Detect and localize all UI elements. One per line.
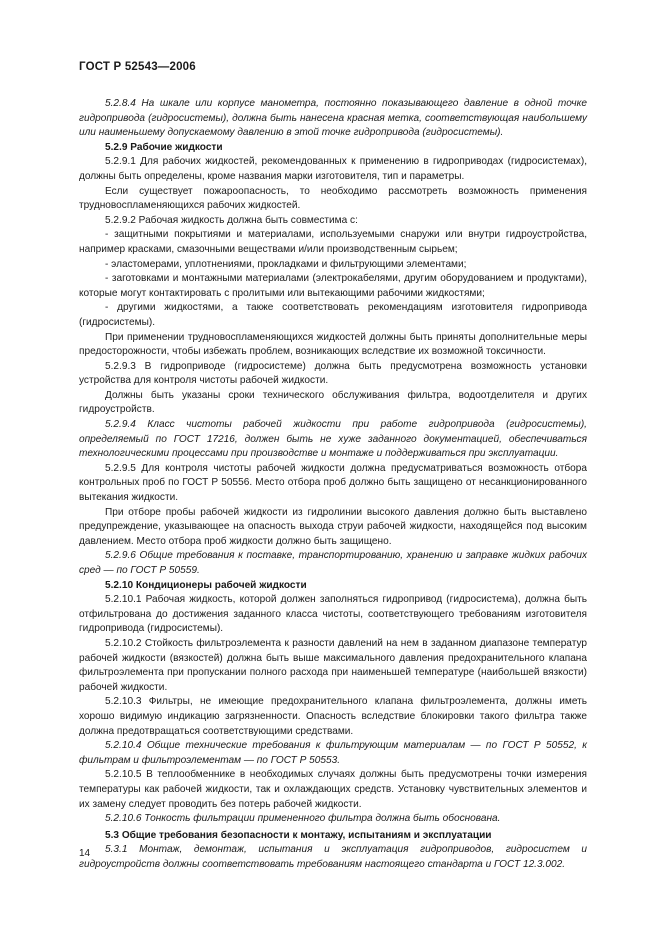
section-heading: 5.3 Общие требования безопасности к монтажу, испытаниям и эксплуатации: [105, 829, 492, 841]
paragraph: 5.2.10.1 Рабочая жидкость, которой должен заполняться гидропривод (гидросистема), должна быть отфильтрована до достижения заданного класса чистоты, соответствующего требованиям изготовителя гидропривода (гидросистемы).: [79, 594, 587, 635]
list-item: - заготовками и монтажными материалами (электрокабелями, другим оборудованием и продуктами), которые могут контактировать с пролитыми или вытекающими рабочими жидкостями;: [79, 273, 587, 299]
list-item: - другими жидкостями, а также соответствовать рекомендациям изготовителя гидропривода (гидросистемы).: [79, 302, 587, 328]
paragraph: Должны быть указаны сроки технического обслуживания фильтра, водоотделителя и других гидроустройств.: [79, 389, 587, 416]
section-heading: 5.2.10 Кондиционеры рабочей жидкости: [105, 579, 307, 591]
section-heading: 5.2.9 Рабочие жидкости: [105, 141, 223, 153]
paragraph: 5.2.9.3 В гидроприводе (гидросистеме) должна быть предусмотрена возможность установки устройства для контроля чистоты рабочей жидкости.: [79, 360, 587, 387]
paragraph: 5.2.10.5 В теплообменнике в необходимых случаях должны быть предусмотрены точки измерения температуры как рабочей жидкости, так и охлаждающих средств. Установку чувствительных элементов и их замену следует проводить без потерь рабочей жидкости.: [79, 769, 587, 810]
paragraph: 5.2.9.4 Класс чистоты рабочей жидкости при работе гидропривода (гидросистемы), определяемый по ГОСТ 17216, должен быть не хуже заданного документацией, обеспечиваться технологическими процессами при производстве и монтаже и поддерживаться при эксплуатации.: [79, 419, 587, 460]
list-item: - защитными покрытиями и материалами, используемыми снаружи или внутри гидроустройства, например красками, смазочными веществами и/или производственным сырьем;: [79, 229, 587, 255]
paragraph: 5.2.9.5 Для контроля чистоты рабочей жидкости должна предусматриваться возможность отбора контрольных проб по ГОСТ Р 50556. Место отбора проб должно быть защищено от несанкционированного вытекания жидкости.: [79, 462, 587, 504]
list-item: - эластомерами, уплотнениями, прокладками и фильтрующими элементами;: [105, 258, 467, 270]
paragraph: При применении трудновоспламеняющихся жидкостей должны быть приняты дополнительные меры предосторожности, чтобы избежать проблем, возникающих вследствие их возможной токсичности.: [79, 331, 587, 358]
paragraph: При отборе пробы рабочей жидкости из гидролинии высокого давления должно быть выставлено предупреждение, указывающее на опасность выхода струи рабочей жидкости, находящейся под высоким давлением. Место отбора проб жидкости должно быть защищено.: [79, 506, 587, 547]
paragraph: 5.2.10.6 Тонкость фильтрации примененного фильтра должна быть обоснована.: [105, 813, 501, 825]
paragraph: Если существует пожароопасность, то необходимо рассмотреть возможность применения трудновоспламеняющихся рабочих жидкостей.: [79, 185, 587, 212]
document-body: [79, 97, 587, 872]
paragraph: 5.2.8.4 На шкале или корпусе манометра, постоянно показывающего давление в одной точке гидропривода (гидросистемы), должна быть нанесена красная метка, соответствующая наибольшему или наименьшему допускаемому давлению в этой точке гидропривода (гидросистемы).: [79, 98, 587, 139]
paragraph: 5.2.9.1 Для рабочих жидкостей, рекомендованных к применению в гидроприводах (гидросистемах), должны быть определены, кроме названия марки изготовителя, тип и параметры.: [79, 156, 587, 182]
paragraph: 5.2.10.2 Стойкость фильтроэлемента к разности давлений на нем в заданном диапазоне температур рабочей жидкости (вязкостей) должна быть выше максимального давления предохранительного клапана фильтроэлемента при пропускании полного расхода при наименьшей температуре (наибольшей вязкости) рабочей жидкости.: [79, 637, 587, 693]
paragraph: 5.2.10.3 Фильтры, не имеющие предохранительного клапана фильтроэлемента, должны иметь хорошо видимую индикацию загрязненности. Опасность вследствие блокировки такого фильтра также должна предотвращаться соответствующими средствами.: [79, 696, 587, 737]
paragraph: 5.2.10.4 Общие технические требования к фильтрующим материалам — по ГОСТ Р 50552, к фильтрам и фильтроэлементам — по ГОСТ Р 50553.: [79, 740, 587, 766]
paragraph: 5.2.9.2 Рабочая жидкость должна быть совместима с:: [105, 214, 358, 226]
paragraph: 5.3.1 Монтаж, демонтаж, испытания и эксплуатация гидроприводов, гидросистем и гидроустройств должны соответствовать требованиям настоящего стандарта и ГОСТ 12.3.002.: [79, 844, 587, 870]
paragraph: 5.2.9.6 Общие требования к поставке, транспортированию, хранению и заправке жидких рабочих сред — по ГОСТ Р 50559.: [79, 550, 587, 576]
page-number: 14: [79, 848, 91, 859]
document-header: ГОСТ Р 52543—2006: [79, 61, 196, 73]
